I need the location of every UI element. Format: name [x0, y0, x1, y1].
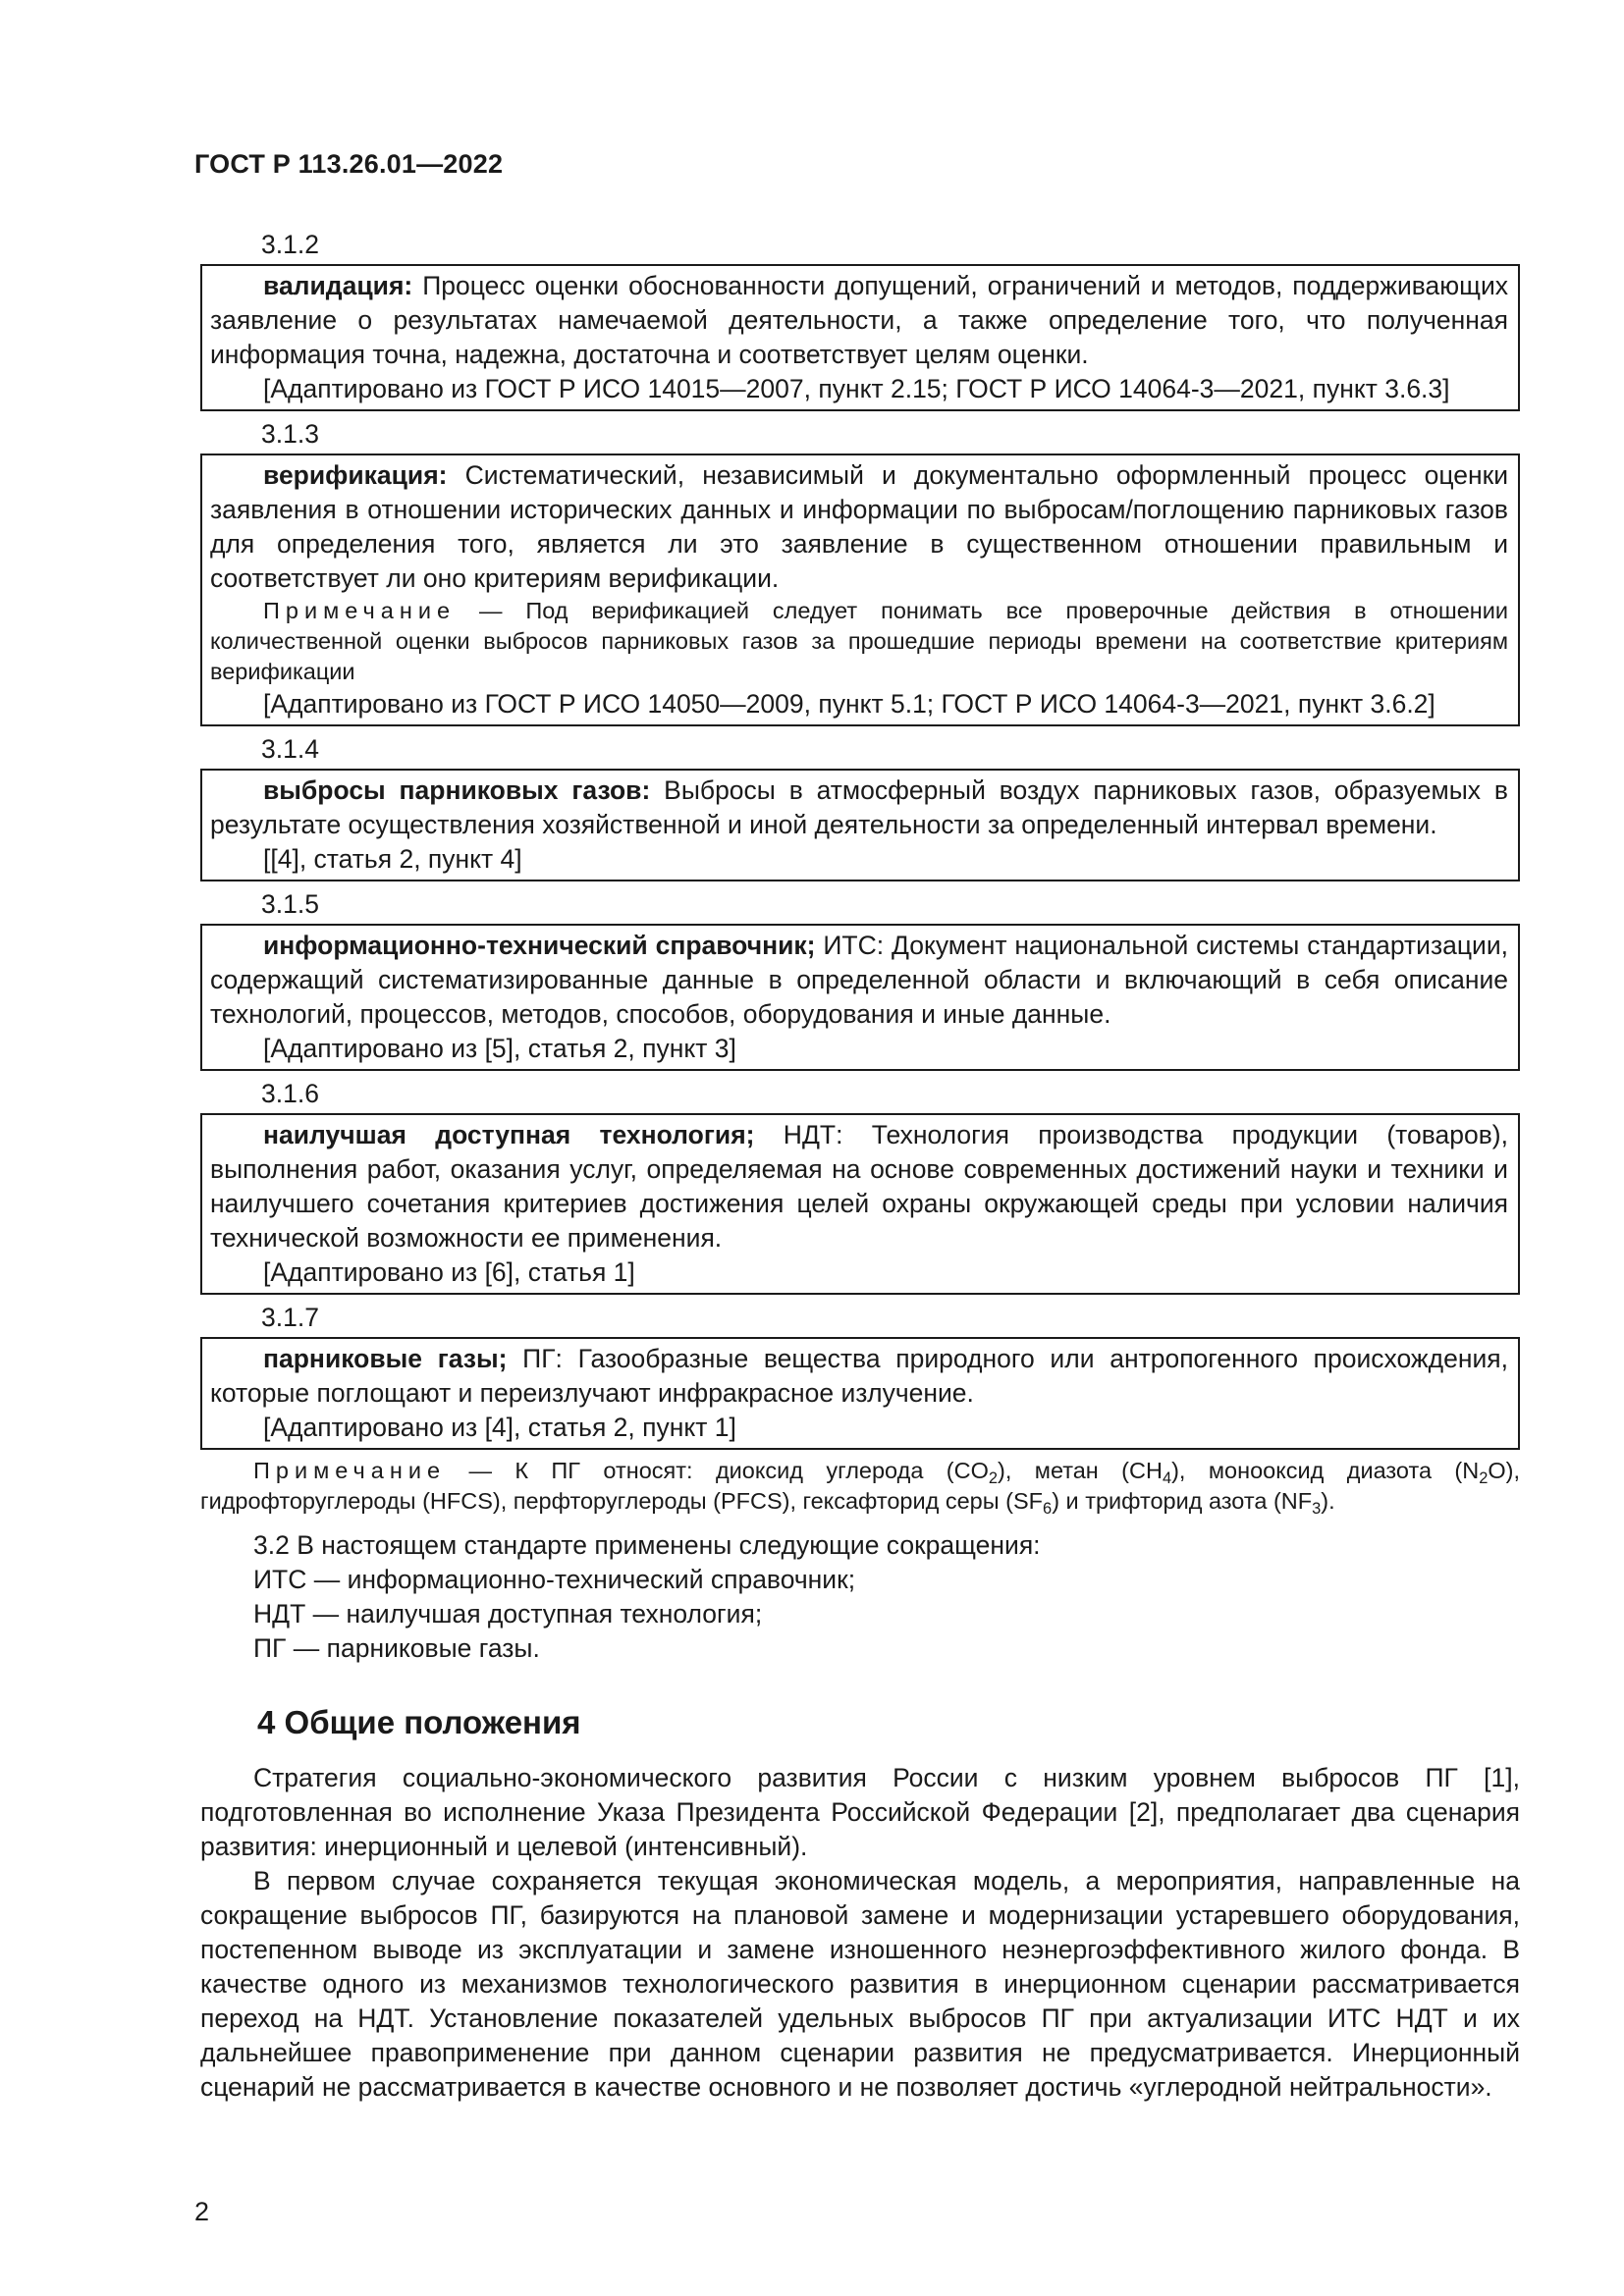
clause-number: 3.1.4 [261, 734, 319, 764]
definition-body: Систематический, независимый и документально оформленный процесс оценки заявления в отношении исторических данных и информации по выбросам/поглощению парниковых газов для определения того, является ли это заявление в существенном отношении правильным и соответствует ли оно критериям верификации. [210, 460, 1508, 593]
abbreviation-item: ПГ — парниковые газы. [253, 1633, 540, 1663]
definition-box-ghg [200, 1337, 1520, 1450]
page-content [200, 224, 1520, 2105]
definition-term: наилучшая доступная технология; [263, 1120, 755, 1149]
ghg-note [200, 1456, 1520, 1517]
note-text: — Под верификацией следует понимать все проверочные действия в отношении количественной оценки выбросов парниковых газов за прошедшие периоды времени на соответствие критериям верификации [210, 598, 1508, 684]
clause-number: 3.1.3 [261, 419, 319, 449]
definition-text [210, 458, 1508, 596]
definition-source: [Адаптировано из ГОСТ Р ИСО 14050—2009, пункт 5.1; ГОСТ Р ИСО 14064-3—2021, пункт 3.6.2] [263, 689, 1435, 719]
definition-box-bat [200, 1113, 1520, 1295]
abbreviation-item: НДТ — наилучшая доступная технология; [253, 1599, 763, 1629]
note-text: O), гидрофторуглероды (HFCS), перфторуглероды (PFCS), гексафторид серы (SF [200, 1458, 1521, 1514]
clause-number: 3.1.7 [261, 1303, 319, 1332]
definition-term: валидация: [263, 271, 413, 300]
definition-term: верификация: [263, 460, 448, 490]
definition-text [210, 1342, 1508, 1411]
definition-source: [Адаптировано из [4], статья 2, пункт 1] [263, 1413, 736, 1442]
subscript: 4 [1162, 1469, 1172, 1487]
subscript: 2 [988, 1469, 999, 1487]
abbreviations-intro: 3.2 В настоящем стандарте применены следующие сокращения: [253, 1530, 1041, 1560]
definition-source: [Адаптировано из [6], статья 1] [263, 1257, 635, 1287]
body-paragraph: Стратегия социально-экономического развития России с низким уровнем выбросов ПГ [1], подготовленная во исполнение Указа Президента Российской Федерации [2], предполагает два сценария развития: инерционный и целевой (интенсивный). [200, 1763, 1520, 1861]
note-text: ). [1321, 1488, 1335, 1514]
note-text: — К ПГ относят: диоксид углерода (CO [468, 1458, 989, 1483]
clause-number: 3.1.6 [261, 1079, 319, 1108]
note-text: ), метан (CH [998, 1458, 1163, 1483]
page-number: 2 [194, 2197, 210, 2226]
body-paragraph: В первом случае сохраняется текущая экономическая модель, а мероприятия, направленные на сокращение выбросов ПГ, базируются на плановой замене и модернизации устаревшего оборудования, постепенном выводе из эксплуатации и замене изношенного неэнергоэффективного жилого фонда. В качестве одного из механизмов технологического развития в инерционном сценарии рассматривается переход на НДТ. Установление показателей удельных выбросов ПГ при актуализации ИТС НДТ и их дальнейшее правоприменение при данном сценарии развития не предусматривается. Инерционный сценарий не рассматривается в качестве основного и не позволяет достичь «углеродной нейтральности». [200, 1866, 1520, 2102]
definition-source: [[4], статья 2, пункт 4] [263, 844, 522, 874]
definition-term: парниковые газы; [263, 1344, 508, 1373]
definition-text [210, 929, 1508, 1032]
definition-term: выбросы парниковых газов: [263, 775, 651, 805]
note-label: Примечание [263, 598, 457, 623]
subscript: 2 [1479, 1469, 1489, 1487]
abbreviation-item: ИТС — информационно-технический справочник; [253, 1565, 856, 1594]
note-label: Примечание [253, 1458, 447, 1483]
definition-body: ПГ: Газообразные вещества природного или антропогенного происхождения, которые поглощают и переизлучают инфракрасное излучение. [210, 1344, 1508, 1408]
note-text: ), монооксид диазота (N [1171, 1458, 1480, 1483]
definition-note [210, 596, 1508, 687]
definition-text [210, 1118, 1508, 1255]
definition-source: [Адаптировано из [5], статья 2, пункт 3] [263, 1034, 736, 1063]
clause-number: 3.1.2 [261, 230, 319, 259]
definition-source: [Адаптировано из ГОСТ Р ИСО 14015—2007, пункт 2.15; ГОСТ Р ИСО 14064-3—2021, пункт 3.6.3] [263, 374, 1450, 403]
subscript: 6 [1043, 1500, 1053, 1518]
subscript: 3 [1312, 1500, 1322, 1518]
definition-box-verification [200, 454, 1520, 726]
definition-body: НДТ: Технология производства продукции (товаров), выполнения работ, оказания услуг, определяемая на основе современных достижений науки и техники и наилучшего сочетания критериев достижения целей охраны окружающей среды при условии наличия технической возможности ее применения. [210, 1120, 1508, 1253]
section-heading: 4 Общие положения [257, 1704, 581, 1740]
clause-number: 3.1.5 [261, 889, 319, 919]
definition-body: Выбросы в атмосферный воздух парниковых газов, образуемых в результате осуществления хозяйственной и иной деятельности за определенный интервал времени. [210, 775, 1508, 839]
note-text: ) и трифторид азота (NF [1052, 1488, 1313, 1514]
definition-body: ИТС: Документ национальной системы стандартизации, содержащий систематизированные данные в определенной области и включающий в себя описание технологий, процессов, методов, способов, оборудования и иные данные. [210, 931, 1508, 1029]
definition-term: информационно-технический справочник; [263, 931, 816, 960]
definition-text [210, 269, 1508, 372]
definition-box-validation [200, 264, 1520, 411]
definition-text [210, 774, 1508, 842]
document-header: ГОСТ Р 113.26.01—2022 [194, 149, 504, 179]
definition-box-its [200, 924, 1520, 1071]
definition-body: Процесс оценки обоснованности допущений, ограничений и методов, поддерживающих заявление о результатах намечаемой деятельности, а также определение того, что полученная информация точна, надежна, достаточна и соответствует целям оценки. [210, 271, 1508, 369]
definition-box-ghg-emissions [200, 769, 1520, 881]
